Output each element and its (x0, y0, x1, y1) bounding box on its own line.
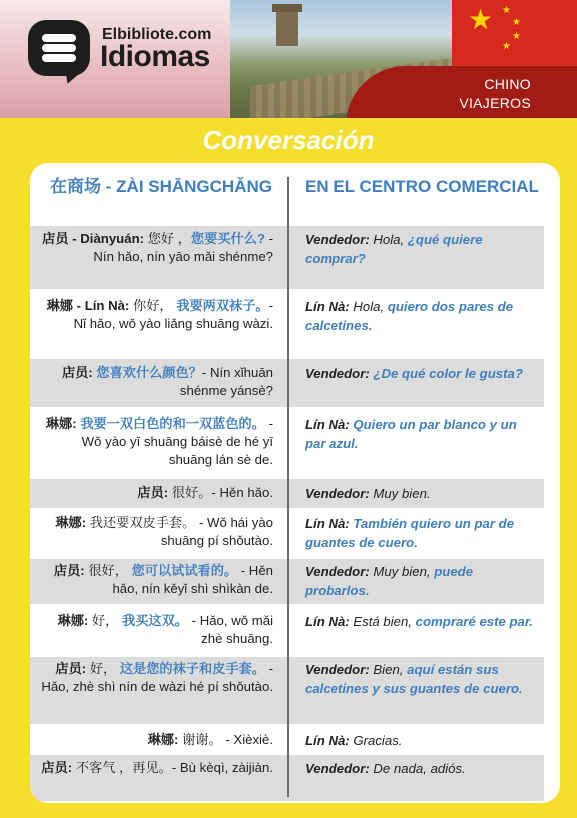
logo-brand-name: Idiomas (100, 40, 210, 73)
highlighted-phrase: ¿qué quiere comprar? (305, 232, 483, 266)
spanish-line (305, 731, 539, 750)
dialogue-text: 您好 ， (147, 231, 191, 246)
dialogue-text: Hola, (373, 232, 408, 247)
dialogue-text: Hola, (353, 299, 388, 314)
dialogue-text: . (519, 681, 523, 696)
chinese-line (40, 562, 273, 598)
dialogue-text: Muy bien, (373, 564, 435, 579)
speaker-label: Lín Nà: (305, 417, 354, 432)
speaker-label: 琳娜: (55, 515, 90, 530)
dialogue-text: 好， (92, 613, 123, 628)
speaker-label: Lín Nà: (305, 614, 354, 629)
category-topic: VIAJEROS (459, 95, 531, 111)
highlighted-phrase: 我买这双。 (122, 613, 188, 628)
dialogue-text: 不客气 ，再见。- Bù kèqì, zàijiàn. (75, 760, 273, 775)
speaker-label: Vendedor: (305, 662, 374, 677)
speaker-label: Vendedor: (305, 761, 374, 776)
highlighted-phrase: 您喜欢什么颜色？ (96, 365, 202, 380)
chinese-line (40, 612, 273, 648)
speaker-label: 店员: (53, 563, 89, 578)
speaker-label: Vendedor: (305, 232, 374, 247)
dialogue-text: - Nín hǎo, nín yāo mǎi shénme? (93, 231, 273, 264)
speaker-label: Lín Nà: (305, 516, 354, 531)
dialogue-text: 我还要双皮手套。 - Wǒ hái yào shuāng pí shǒutào. (89, 515, 273, 548)
highlighted-phrase: 这是您的袜子和皮手套。 (119, 661, 265, 676)
speaker-label: Lín Nà: (305, 733, 354, 748)
dialogue-text: - Hěn hǎo, nín kěyǐ shì shìkàn de. (112, 563, 273, 596)
speaker-label: 琳娜: (147, 732, 183, 747)
flag-big-star-icon: ★ (468, 3, 494, 36)
highlighted-phrase: puede probarlos. (305, 564, 474, 598)
logo-icon (28, 20, 90, 76)
highlighted-phrase: compraré este par. (415, 614, 533, 629)
flag-small-star-icon: ★ (502, 41, 511, 52)
speaker-label: 店员: (137, 485, 172, 500)
highlighted-phrase: 我要两双袜子。 (176, 298, 269, 313)
highlighted-phrase: También quiero un par de guantes de cuero. (305, 516, 515, 550)
speaker-label: 店员: (61, 365, 97, 380)
flag-small-star-icon: ★ (512, 31, 521, 42)
chinese-line (40, 484, 273, 502)
speaker-label: Vendedor: (305, 366, 374, 381)
chinese-line (40, 660, 273, 696)
dialogue-text: 很好， (88, 563, 132, 578)
highlighted-phrase: 我要一双白色的和一双蓝色的。 (80, 416, 265, 431)
conversation-card (30, 163, 560, 803)
dialogue-text: Gracias. (353, 733, 403, 748)
column-divider (287, 177, 289, 797)
spanish-line (305, 364, 539, 383)
dialogue-text: Está bien, (353, 614, 416, 629)
chinese-line (40, 514, 273, 550)
dialogue-text: Muy bien. (373, 486, 431, 501)
dialogue-text: - Hǎo, wǒ mǎi zhè shuāng. (187, 613, 273, 646)
speaker-label: 店员 - Diànyuán: (42, 231, 148, 246)
dialogue-text: 好， (89, 661, 120, 676)
chinese-line (40, 297, 273, 333)
spanish-line (305, 230, 539, 268)
column-header-chinese: 在商场 - ZÀI SHĀNGCHǍNG (50, 177, 272, 196)
speaker-label: Lín Nà: (305, 299, 354, 314)
speaker-label: 店员: (41, 760, 76, 775)
chinese-line (40, 415, 273, 469)
dialogue-text: - Nǐ hǎo, wǒ yào liǎng shuāng wàzi. (73, 298, 273, 331)
dialogue-text: 很好。- Hěn hǎo. (171, 485, 273, 500)
speaker-label: 琳娜 - Lín Nà: (46, 298, 134, 313)
chinese-line (40, 364, 273, 400)
dialogue-text: 谢谢。 - Xièxiè. (182, 732, 273, 747)
spanish-line (305, 484, 539, 503)
flag-small-star-icon: ★ (502, 5, 511, 16)
page-title: Conversación (202, 125, 375, 155)
speaker-label: 琳娜: (45, 416, 81, 431)
dialogue-text: De nada, adiós. (373, 761, 466, 776)
chinese-line (40, 759, 273, 777)
speaker-label: 店员: (55, 661, 90, 676)
spanish-line (305, 660, 539, 698)
dialogue-text: - Wǒ yào yī shuāng báisè de hé yī shuāng lán sè de. (81, 416, 273, 467)
highlighted-phrase: 您可以试试看的。 (131, 563, 238, 578)
highlighted-phrase: Quiero un par blanco y un par azul. (305, 417, 517, 451)
spanish-line (305, 759, 539, 778)
watchtower-image (276, 10, 298, 46)
highlighted-phrase: 您要买什么? (190, 231, 269, 246)
chinese-line (40, 731, 273, 749)
spanish-line (305, 612, 539, 631)
spanish-line (305, 514, 539, 552)
chinese-line (40, 230, 273, 266)
flag-small-star-icon: ★ (512, 17, 521, 28)
spanish-line (305, 562, 539, 600)
dialogue-text: Bien, (373, 662, 408, 677)
spanish-line (305, 415, 539, 453)
logo-site-name: Elbibliote.com (102, 26, 212, 43)
speaker-label: 琳娜: (57, 613, 92, 628)
dialogue-text: 你好， (133, 298, 177, 313)
highlighted-phrase: ¿De qué color le gusta? (373, 366, 523, 381)
dialogue-text: - Hǎo, zhè shì nín de wàzi hé pí shǒutào. (41, 661, 273, 694)
speaker-label: Vendedor: (305, 564, 374, 579)
dialogue-text: - Nín xǐhuān shénme yánsè? (179, 365, 273, 398)
speaker-label: Vendedor: (305, 486, 374, 501)
category-language: CHINO (484, 76, 531, 92)
header-banner (0, 0, 577, 118)
column-header-spanish: EN EL CENTRO COMERCIAL (305, 177, 539, 196)
spanish-line (305, 297, 539, 335)
highlighted-phrase: aquí están sus calcetines y sus guantes de cuero (305, 662, 520, 696)
highlighted-phrase: quiero dos pares de calcetines. (305, 299, 514, 333)
